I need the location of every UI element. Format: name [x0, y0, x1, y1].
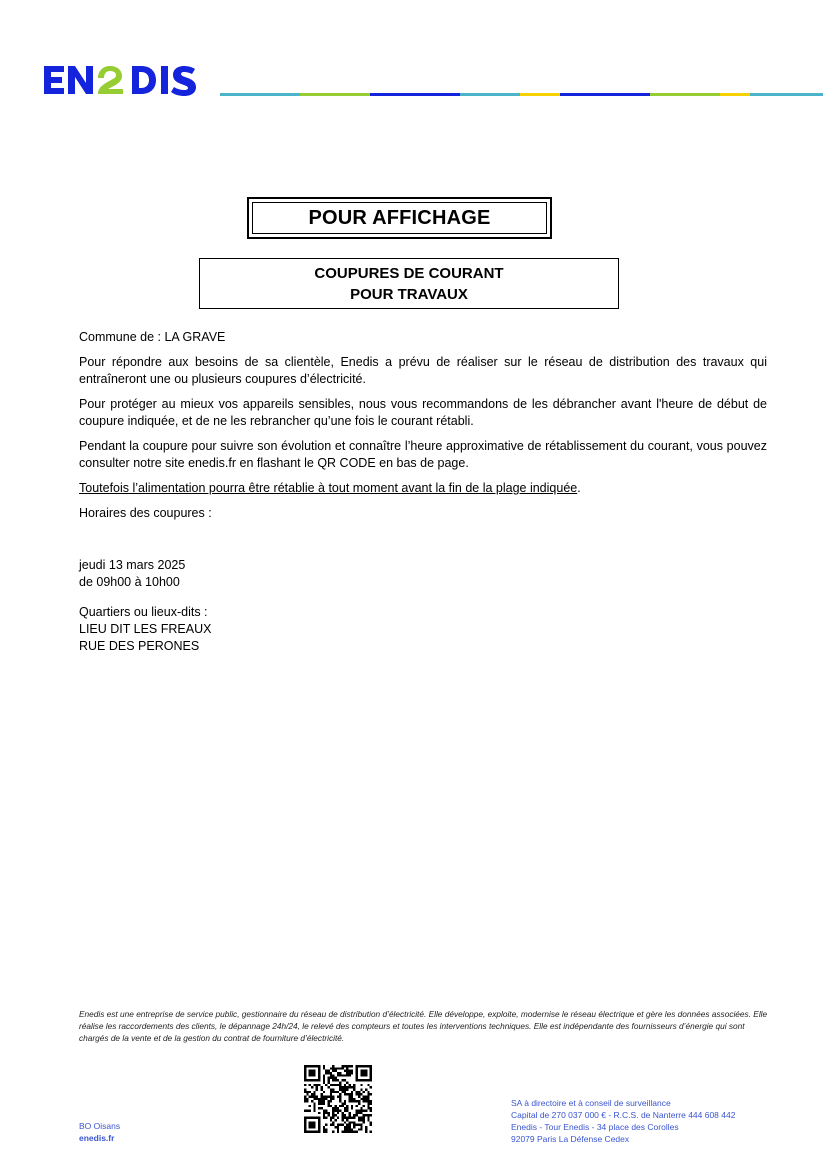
- qr-code[interactable]: [304, 1065, 372, 1133]
- outage-date: jeudi 13 mars 2025: [79, 558, 186, 572]
- notice-body: [79, 329, 767, 655]
- qr-code-icon: [304, 1065, 372, 1133]
- warning-underlined-text: Toutefois l’alimentation pourra être rétablie à tout moment avant la fin de la plage indiquée: [79, 481, 578, 495]
- notice-heading-box: [199, 258, 619, 309]
- footer-disclaimer: Enedis est une entreprise de service public, gestionnaire du réseau de distribution d’électricité. Elle développe, exploite, modernise le réseau électrique et gère les données associées. Elle réalise les raccordements des clients, le dépannage 24h/24, le relevé des compteurs et toutes les interventions techniques. Elle est indépendante des fournisseurs d’énergie qui sont chargés de la vente et de la gestion du contrat de fourniture d’électricité.: [79, 1009, 768, 1043]
- paragraph-advice: Pour protéger au mieux vos appareils sensibles, nous vous recommandons de les débrancher avant l'heure de début de coupure indiquée, et de ne les rebrancher qu’une fois le courant rétabli.: [79, 397, 767, 428]
- footer-legal-line: SA à directoire et à conseil de surveillance: [511, 1098, 671, 1108]
- paragraph-works: Pour répondre aux besoins de sa clientèle, Enedis a prévu de réaliser sur le réseau de distribution des travaux qui entraîneront une ou plusieurs coupures d’électricité.: [79, 355, 767, 386]
- warning-end: .: [577, 481, 581, 495]
- footer-legal-line: Enedis - Tour Enedis - 34 place des Corolles: [511, 1122, 679, 1132]
- enedis-logo-icon: [40, 60, 215, 98]
- poster-title: POUR AFFICHAGE: [252, 202, 547, 234]
- commune-line: Commune de : LA GRAVE: [79, 330, 226, 344]
- place-item: LIEU DIT LES FREAUX: [79, 622, 212, 636]
- place-item: RUE DES PERONES: [79, 639, 200, 653]
- paragraph-warning: [79, 480, 767, 497]
- places-label: Quartiers ou lieux-dits :: [79, 605, 208, 619]
- footer-left: [79, 1120, 120, 1144]
- schedule-label: Horaires des coupures :: [79, 506, 212, 520]
- enedis-logo: [40, 60, 215, 98]
- footer-legal-info: [511, 1097, 735, 1145]
- notice-heading-line1: COUPURES DE COURANT: [314, 264, 504, 282]
- poster-title-box: [247, 197, 552, 239]
- footer-legal-line: Capital de 270 037 000 € - R.C.S. de Nanterre 444 608 442: [511, 1110, 736, 1120]
- paragraph-tracking: Pendant la coupure pour suivre son évolution et connaître l’heure approximative de rétablissement du courant, vous pouvez consulter notre site enedis.fr en flashant le QR CODE en bas de page.: [79, 439, 767, 470]
- footer-legal-line: 92079 Paris La Défense Cedex: [511, 1134, 630, 1144]
- notice-heading-line2: POUR TRAVAUX: [350, 285, 468, 303]
- footer-office: BO Oisans: [79, 1121, 121, 1131]
- outage-time-range: de 09h00 à 10h00: [79, 575, 180, 589]
- header-color-stripe: [220, 93, 823, 96]
- footer-website-link[interactable]: enedis.fr: [79, 1133, 115, 1143]
